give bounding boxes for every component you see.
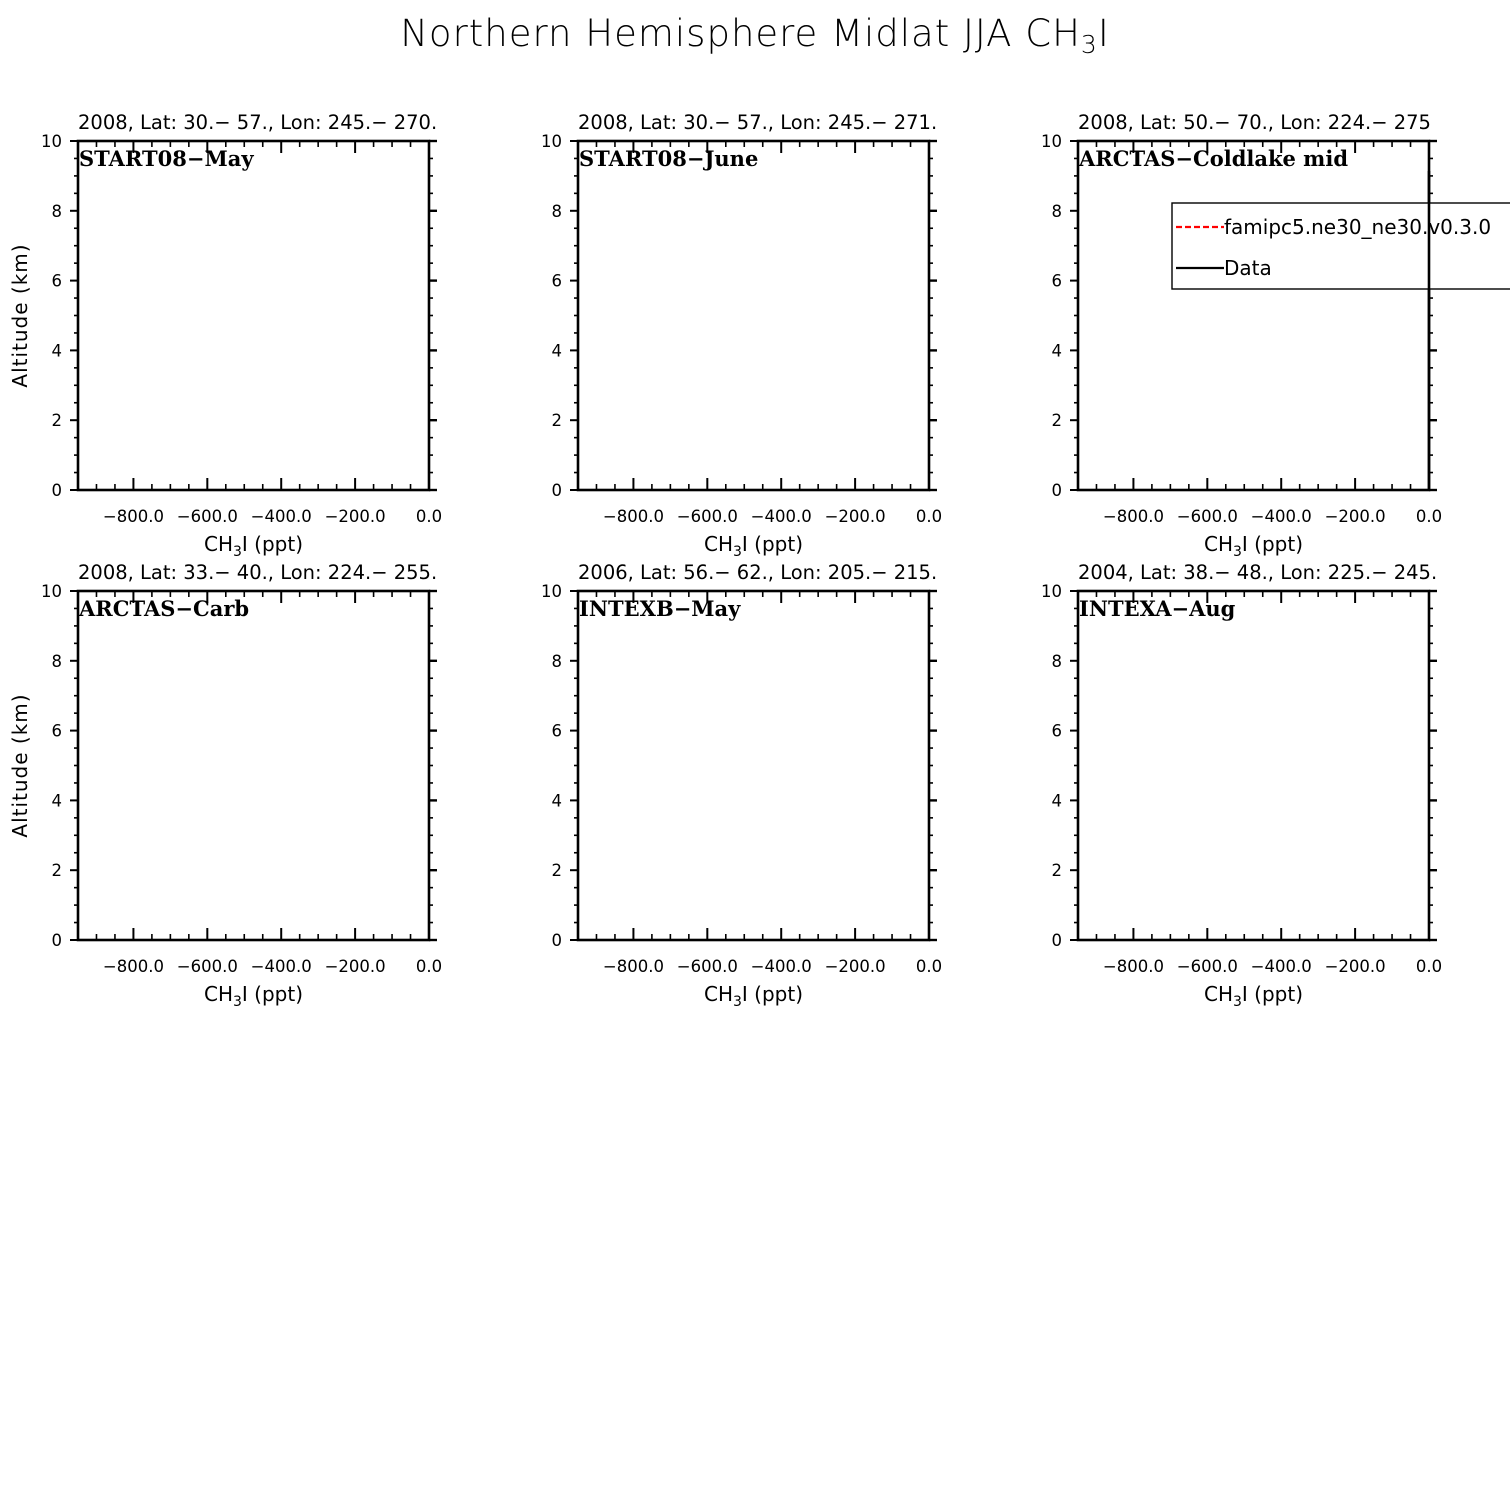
x-axis-label: $CH_3I$ (ppt) bbox=[703, 982, 804, 1010]
chart-panel-4 bbox=[8, 561, 442, 1010]
y-tick-label: 8 bbox=[1051, 201, 1062, 221]
y-tick-label: 10 bbox=[41, 132, 62, 151]
panel-title: 2008, Lat: 30.− 57., Lon: 245.− 270. bbox=[78, 111, 438, 134]
y-tick-label: 10 bbox=[41, 582, 62, 601]
x-tick-label: −400.0 bbox=[250, 507, 312, 526]
y-tick-label: 0 bbox=[51, 481, 62, 500]
y-axis-label: Altitude (km) bbox=[8, 243, 32, 388]
y-tick-label: 8 bbox=[1051, 651, 1062, 671]
legend-label-1: famipc5.ne30_ne30.v0.3.0 bbox=[1224, 215, 1492, 239]
x-tick-label: −800.0 bbox=[602, 507, 664, 526]
x-tick-label: −800.0 bbox=[102, 507, 164, 526]
y-tick-label: 4 bbox=[551, 791, 562, 811]
x-tick-label: 0.0 bbox=[415, 507, 443, 526]
x-tick-label: 0.0 bbox=[415, 957, 443, 976]
x-axis-label: $CH_3I$ (ppt) bbox=[203, 532, 304, 560]
y-tick-label: 6 bbox=[1051, 721, 1062, 741]
plot-frame bbox=[78, 141, 429, 490]
chart-panel-1 bbox=[8, 111, 442, 560]
y-tick-label: 2 bbox=[1051, 411, 1062, 431]
y-tick-label: 10 bbox=[541, 582, 562, 601]
y-tick-label: 2 bbox=[1051, 861, 1062, 881]
y-tick-label: 0 bbox=[1051, 931, 1062, 950]
x-tick-label: 0.0 bbox=[915, 507, 943, 526]
campaign-annotation: ARCTAS−Carb bbox=[79, 596, 250, 621]
y-tick-label: 0 bbox=[1051, 481, 1062, 500]
x-tick-label: −200.0 bbox=[1324, 507, 1386, 526]
panels bbox=[8, 111, 1510, 1010]
x-tick-label: −800.0 bbox=[1102, 507, 1164, 526]
plot-frame bbox=[578, 591, 929, 940]
x-tick-label: −200.0 bbox=[824, 507, 886, 526]
y-tick-label: 6 bbox=[51, 271, 62, 291]
campaign-annotation: START08−May bbox=[79, 146, 254, 171]
x-tick-label: −400.0 bbox=[1250, 957, 1312, 976]
y-tick-label: 4 bbox=[1051, 341, 1062, 361]
panel-title: 2008, Lat: 33.− 40., Lon: 224.− 255. bbox=[78, 561, 438, 584]
y-tick-label: 2 bbox=[51, 861, 62, 881]
y-tick-label: 4 bbox=[551, 341, 562, 361]
x-tick-label: −200.0 bbox=[324, 507, 386, 526]
y-tick-label: 8 bbox=[51, 651, 62, 671]
y-tick-label: 10 bbox=[1041, 582, 1062, 601]
x-tick-label: −400.0 bbox=[250, 957, 312, 976]
chart-panel-3 bbox=[1041, 111, 1510, 560]
y-tick-label: 4 bbox=[51, 791, 62, 811]
chart-panel-2 bbox=[541, 111, 942, 560]
chart-panel-6 bbox=[1041, 561, 1442, 1010]
panel-title: 2008, Lat: 50.− 70., Lon: 224.− 275 bbox=[1078, 111, 1431, 134]
y-tick-label: 6 bbox=[551, 721, 562, 741]
x-axis-label: $CH_3I$ (ppt) bbox=[703, 532, 804, 560]
x-tick-label: 0.0 bbox=[1415, 507, 1443, 526]
panel-title: 2004, Lat: 38.− 48., Lon: 225.− 245. bbox=[1078, 561, 1438, 584]
x-axis-label: $CH_3I$ (ppt) bbox=[203, 982, 304, 1010]
figure-title-tail: I bbox=[1097, 12, 1110, 55]
y-tick-label: 2 bbox=[51, 411, 62, 431]
figure-title bbox=[400, 12, 1109, 59]
legend bbox=[1172, 171, 1510, 490]
y-axis-label: Altitude (km) bbox=[8, 693, 32, 838]
y-tick-label: 6 bbox=[51, 721, 62, 741]
x-tick-label: −800.0 bbox=[1102, 957, 1164, 976]
y-tick-label: 6 bbox=[551, 271, 562, 291]
panel-title: 2006, Lat: 56.− 62., Lon: 205.− 215. bbox=[578, 561, 938, 584]
y-tick-label: 4 bbox=[51, 341, 62, 361]
y-tick-label: 8 bbox=[551, 651, 562, 671]
x-tick-label: −800.0 bbox=[602, 957, 664, 976]
y-tick-label: 4 bbox=[1051, 791, 1062, 811]
x-tick-label: −600.0 bbox=[676, 957, 738, 976]
x-tick-label: −400.0 bbox=[1250, 507, 1312, 526]
x-tick-label: −600.0 bbox=[676, 507, 738, 526]
legend-label-2: Data bbox=[1224, 256, 1272, 280]
y-tick-label: 2 bbox=[551, 861, 562, 881]
figure-title-main: Northern Hemisphere Midlat JJA CH bbox=[400, 12, 1081, 55]
y-tick-label: 10 bbox=[1041, 132, 1062, 151]
plot-frame bbox=[1078, 141, 1429, 490]
x-tick-label: −600.0 bbox=[176, 957, 238, 976]
plot-frame bbox=[78, 591, 429, 940]
campaign-annotation: INTEXA−Aug bbox=[1079, 596, 1236, 621]
x-tick-label: −600.0 bbox=[1176, 507, 1238, 526]
x-axis-label: $CH_3I$ (ppt) bbox=[1203, 982, 1304, 1010]
y-tick-label: 0 bbox=[551, 931, 562, 950]
y-tick-label: 6 bbox=[1051, 271, 1062, 291]
y-tick-label: 8 bbox=[51, 201, 62, 221]
campaign-annotation: INTEXB−May bbox=[579, 596, 741, 621]
y-tick-label: 8 bbox=[551, 201, 562, 221]
plot-frame bbox=[578, 141, 929, 490]
x-tick-label: −600.0 bbox=[176, 507, 238, 526]
campaign-annotation: ARCTAS−Coldlake mid bbox=[1079, 146, 1349, 171]
x-tick-label: 0.0 bbox=[915, 957, 943, 976]
x-tick-label: −600.0 bbox=[1176, 957, 1238, 976]
x-tick-label: −200.0 bbox=[824, 957, 886, 976]
x-tick-label: −400.0 bbox=[750, 957, 812, 976]
campaign-annotation: START08−June bbox=[579, 146, 759, 171]
x-tick-label: −800.0 bbox=[102, 957, 164, 976]
x-tick-label: −200.0 bbox=[324, 957, 386, 976]
y-tick-label: 0 bbox=[551, 481, 562, 500]
panel-title: 2008, Lat: 30.− 57., Lon: 245.− 271. bbox=[578, 111, 938, 134]
y-tick-label: 10 bbox=[541, 132, 562, 151]
x-tick-label: −400.0 bbox=[750, 507, 812, 526]
y-tick-label: 2 bbox=[551, 411, 562, 431]
chart-panel-5 bbox=[541, 561, 942, 1010]
x-axis-label: $CH_3I$ (ppt) bbox=[1203, 532, 1304, 560]
x-tick-label: 0.0 bbox=[1415, 957, 1443, 976]
y-tick-label: 0 bbox=[51, 931, 62, 950]
plot-frame bbox=[1078, 591, 1429, 940]
figure-title-subscript: 3 bbox=[1080, 30, 1098, 59]
x-tick-label: −200.0 bbox=[1324, 957, 1386, 976]
